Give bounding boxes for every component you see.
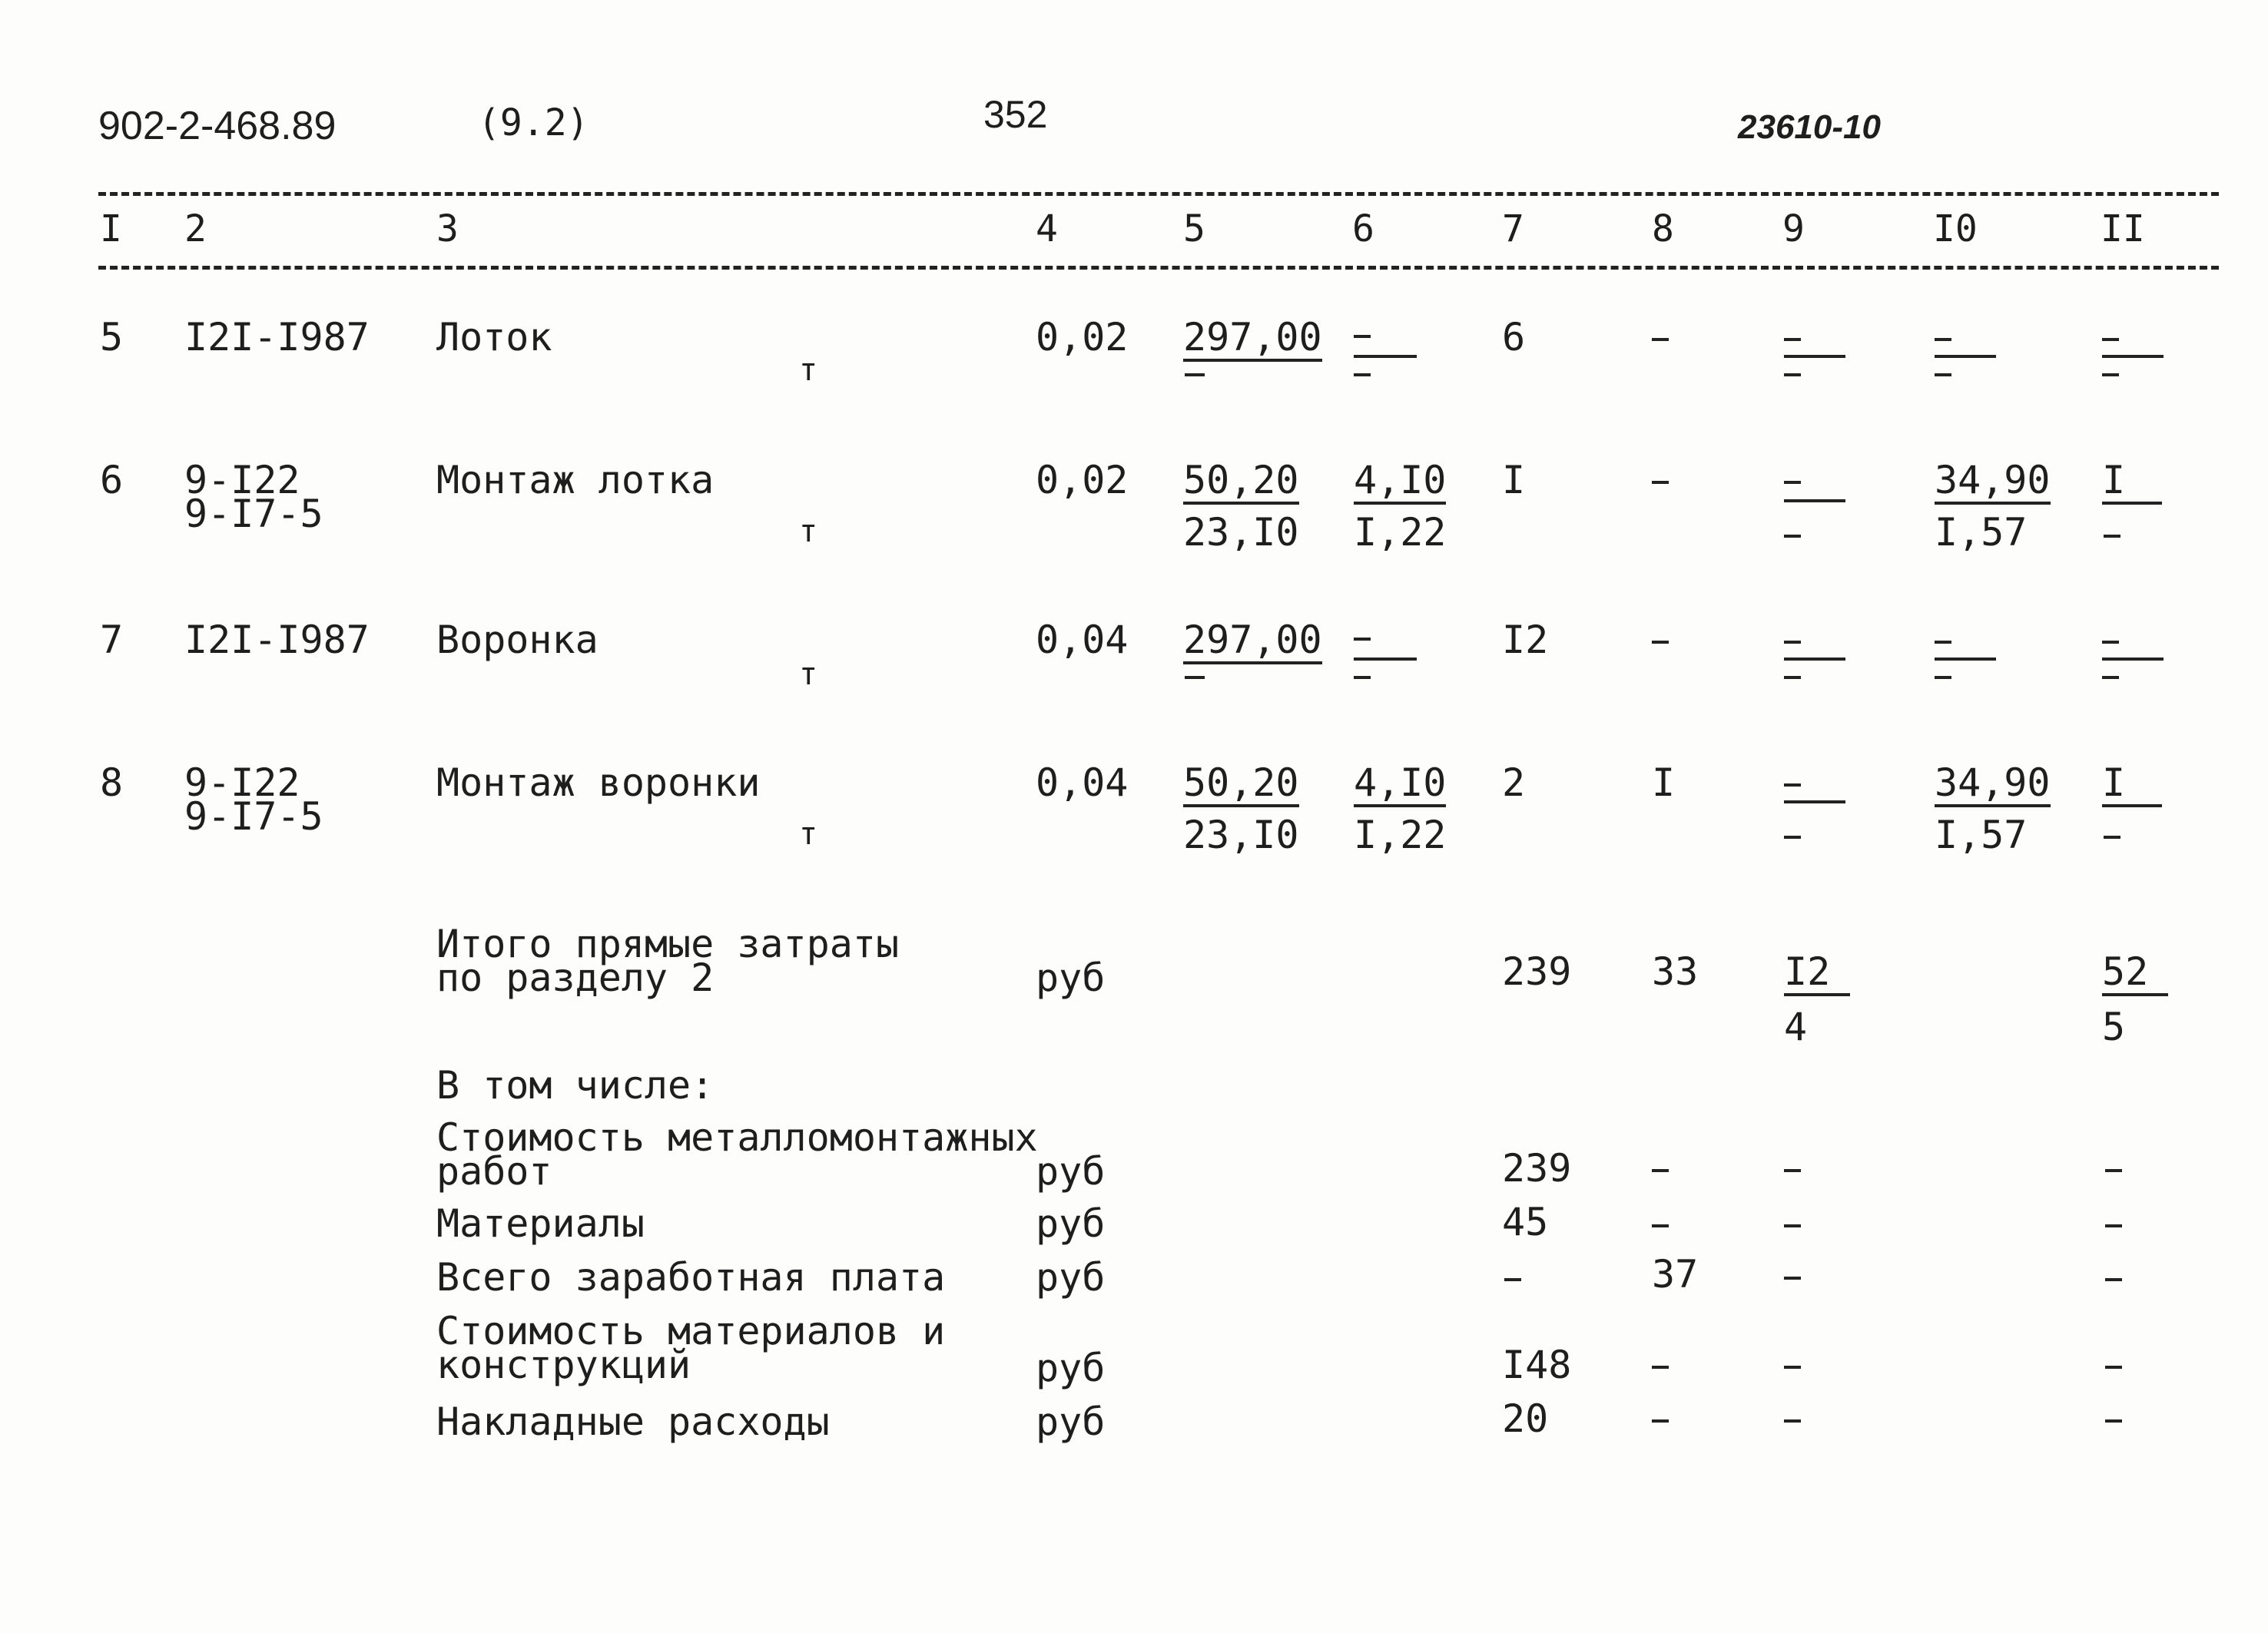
- row-col10-top: [1935, 338, 1951, 341]
- row-unit: т: [799, 514, 818, 549]
- row-col8: [1652, 641, 1669, 644]
- breakdown-label-2: работ: [436, 1149, 552, 1194]
- breakdown-unit: руб: [1036, 1201, 1106, 1246]
- row-col10-rule: [1935, 355, 1996, 358]
- row-col7: I2: [1502, 618, 1549, 662]
- archive-stamp: 23610-10: [1738, 108, 1881, 146]
- row-number: 8: [100, 760, 124, 805]
- breakdown-col7: 45: [1502, 1200, 1549, 1244]
- breakdown-col8: [1652, 1419, 1669, 1423]
- breakdown-label-2: конструкций: [436, 1343, 691, 1387]
- row-number: 5: [100, 315, 124, 359]
- row-col8: [1652, 338, 1669, 341]
- breakdown-col11: [2105, 1366, 2122, 1369]
- row-col9-bottom: [1784, 836, 1801, 839]
- page-number: 352: [983, 93, 1048, 136]
- breakdown-label: Стоимость металломонтажных: [436, 1115, 1038, 1160]
- breakdown-col11: [2105, 1278, 2122, 1281]
- row-col10-top: 34,90: [1935, 461, 2051, 505]
- row-name: Монтаж воронки: [436, 760, 761, 805]
- row-col10-bottom: [1935, 676, 1951, 679]
- row-col9-rule: [1784, 355, 1845, 358]
- breakdown-label: Накладные расходы: [436, 1399, 830, 1444]
- row-code: I2I-I987: [184, 315, 370, 359]
- row-col5-bottom: 23,I0: [1183, 510, 1299, 555]
- row-col6-top: [1354, 638, 1371, 641]
- row-col11-rule: [2102, 355, 2164, 358]
- row-col10-bottom: I,57: [1935, 510, 2028, 555]
- breakdown-col9: [1784, 1224, 1801, 1227]
- total-col7: 239: [1502, 949, 1572, 994]
- row-col11-top: I: [2102, 461, 2162, 505]
- row-col6-bottom: I,22: [1354, 813, 1447, 857]
- breakdown-unit: руб: [1036, 1399, 1106, 1444]
- row-col9-bottom: [1784, 676, 1801, 679]
- row-col5-bottom: [1185, 676, 1205, 679]
- row-name: Монтаж лотка: [436, 458, 715, 502]
- row-col5-bottom: [1185, 373, 1205, 376]
- breakdown-col8: [1652, 1224, 1669, 1227]
- row-name: Лоток: [436, 315, 552, 359]
- row-col9-rule: [1784, 658, 1845, 661]
- row-col6-bottom: [1354, 676, 1371, 679]
- row-col10-top: 34,90: [1935, 764, 2051, 807]
- breakdown-col8: [1652, 1366, 1669, 1369]
- including-label: В том числе:: [436, 1063, 715, 1108]
- column-header-6: 6: [1352, 207, 1374, 250]
- total-col11-top: 52: [2102, 952, 2168, 996]
- row-col5-top: 297,00: [1183, 318, 1322, 362]
- row-col9-bottom: [1784, 535, 1801, 538]
- row-col6-top: [1354, 335, 1371, 338]
- breakdown-col9: [1784, 1419, 1801, 1423]
- breakdown-unit: руб: [1036, 1346, 1106, 1390]
- row-col6-top: 4,I0: [1354, 461, 1446, 505]
- row-col11-bottom: [2104, 836, 2120, 839]
- row-col9-top: [1784, 641, 1801, 644]
- column-header-8: 8: [1652, 207, 1674, 250]
- breakdown-col9: [1784, 1277, 1801, 1280]
- row-unit: т: [799, 353, 818, 388]
- header-bottom-rule: [98, 266, 2219, 270]
- total-col11-bottom: 5: [2102, 1005, 2126, 1049]
- row-quantity: 0,02: [1036, 458, 1129, 502]
- row-col6-bottom: I,22: [1354, 510, 1447, 555]
- breakdown-col11: [2105, 1224, 2122, 1227]
- row-col11-bottom: [2102, 373, 2119, 376]
- breakdown-col11: [2105, 1419, 2122, 1423]
- row-col5-top: 50,20: [1183, 764, 1299, 807]
- row-col11-bottom: [2104, 535, 2120, 538]
- row-col10-top: [1935, 641, 1951, 644]
- row-number: 6: [100, 458, 124, 502]
- total-unit: руб: [1036, 956, 1106, 1000]
- column-header-7: 7: [1502, 207, 1524, 250]
- row-col6-rule: [1354, 658, 1417, 661]
- row-col7: 2: [1502, 760, 1526, 805]
- row-code-2: 9-I7-5: [184, 492, 323, 536]
- column-header-4: 4: [1036, 207, 1058, 250]
- column-header-9: 9: [1782, 207, 1805, 250]
- row-col5-bottom: 23,I0: [1183, 813, 1299, 857]
- row-unit: т: [799, 657, 818, 692]
- row-col7: 6: [1502, 315, 1526, 359]
- total-label-line2: по разделу 2: [436, 956, 715, 1000]
- row-col10-rule: [1935, 658, 1996, 661]
- breakdown-col11: [2105, 1169, 2122, 1172]
- column-header-10: I0: [1933, 207, 1978, 250]
- row-col6-rule: [1354, 355, 1417, 358]
- column-header-2: 2: [184, 207, 207, 250]
- row-col8: I: [1652, 760, 1676, 805]
- breakdown-unit: руб: [1036, 1255, 1106, 1300]
- row-code: I2I-I987: [184, 618, 370, 662]
- document-code: 902-2-468.89: [98, 104, 337, 148]
- row-code: 9-I22: [184, 760, 300, 805]
- row-col11-rule: [2102, 658, 2164, 661]
- row-col9-bottom: [1784, 373, 1801, 376]
- column-header-3: 3: [436, 207, 459, 250]
- row-col9-top: [1784, 481, 1801, 484]
- total-col8: 33: [1652, 949, 1699, 994]
- header-top-rule: [98, 192, 2219, 196]
- breakdown-col7: 239: [1502, 1146, 1572, 1191]
- row-quantity: 0,02: [1036, 315, 1129, 359]
- total-col9-bottom: 4: [1784, 1005, 1808, 1049]
- section-reference: (9.2): [478, 101, 589, 144]
- row-col9-top: [1784, 783, 1801, 787]
- total-col9-top: I2: [1784, 952, 1850, 996]
- row-number: 7: [100, 618, 124, 662]
- row-col5-top: 297,00: [1183, 621, 1322, 664]
- row-code: 9-I22: [184, 458, 300, 502]
- total-label-line1: Итого прямые затраты: [436, 922, 900, 966]
- breakdown-unit: руб: [1036, 1149, 1106, 1194]
- row-col10-bottom: [1935, 373, 1951, 376]
- column-header-1: I: [100, 207, 122, 250]
- row-col6-top: 4,I0: [1354, 764, 1446, 807]
- row-code-2: 9-I7-5: [184, 794, 323, 839]
- row-col6-bottom: [1354, 373, 1371, 376]
- row-col11-top: [2102, 641, 2119, 644]
- row-col11-top: [2102, 338, 2119, 341]
- breakdown-label: Материалы: [436, 1201, 645, 1246]
- row-col11-bottom: [2102, 676, 2119, 679]
- column-header-11: II: [2101, 207, 2145, 250]
- row-unit: т: [799, 816, 818, 852]
- row-quantity: 0,04: [1036, 760, 1129, 805]
- row-name: Воронка: [436, 618, 598, 662]
- breakdown-label: Стоимость материалов и: [436, 1309, 946, 1353]
- breakdown-col7: I48: [1502, 1343, 1572, 1387]
- column-header-5: 5: [1183, 207, 1205, 250]
- row-col9-top: [1784, 338, 1801, 341]
- breakdown-col8: [1652, 1169, 1669, 1172]
- breakdown-col7: 20: [1502, 1396, 1549, 1441]
- row-col5-top: 50,20: [1183, 461, 1299, 505]
- row-col9-rule: [1784, 800, 1845, 803]
- row-col7: I: [1502, 458, 1526, 502]
- row-col9-rule: [1784, 499, 1845, 502]
- row-col10-bottom: I,57: [1935, 813, 2028, 857]
- row-quantity: 0,04: [1036, 618, 1129, 662]
- breakdown-col7: [1504, 1278, 1521, 1281]
- breakdown-col8: 37: [1652, 1252, 1699, 1297]
- row-col8: [1652, 481, 1669, 484]
- breakdown-col9: [1784, 1169, 1801, 1172]
- row-col11-top: I: [2102, 764, 2162, 807]
- breakdown-col9: [1784, 1366, 1801, 1369]
- breakdown-label: Всего заработная плата: [436, 1255, 946, 1300]
